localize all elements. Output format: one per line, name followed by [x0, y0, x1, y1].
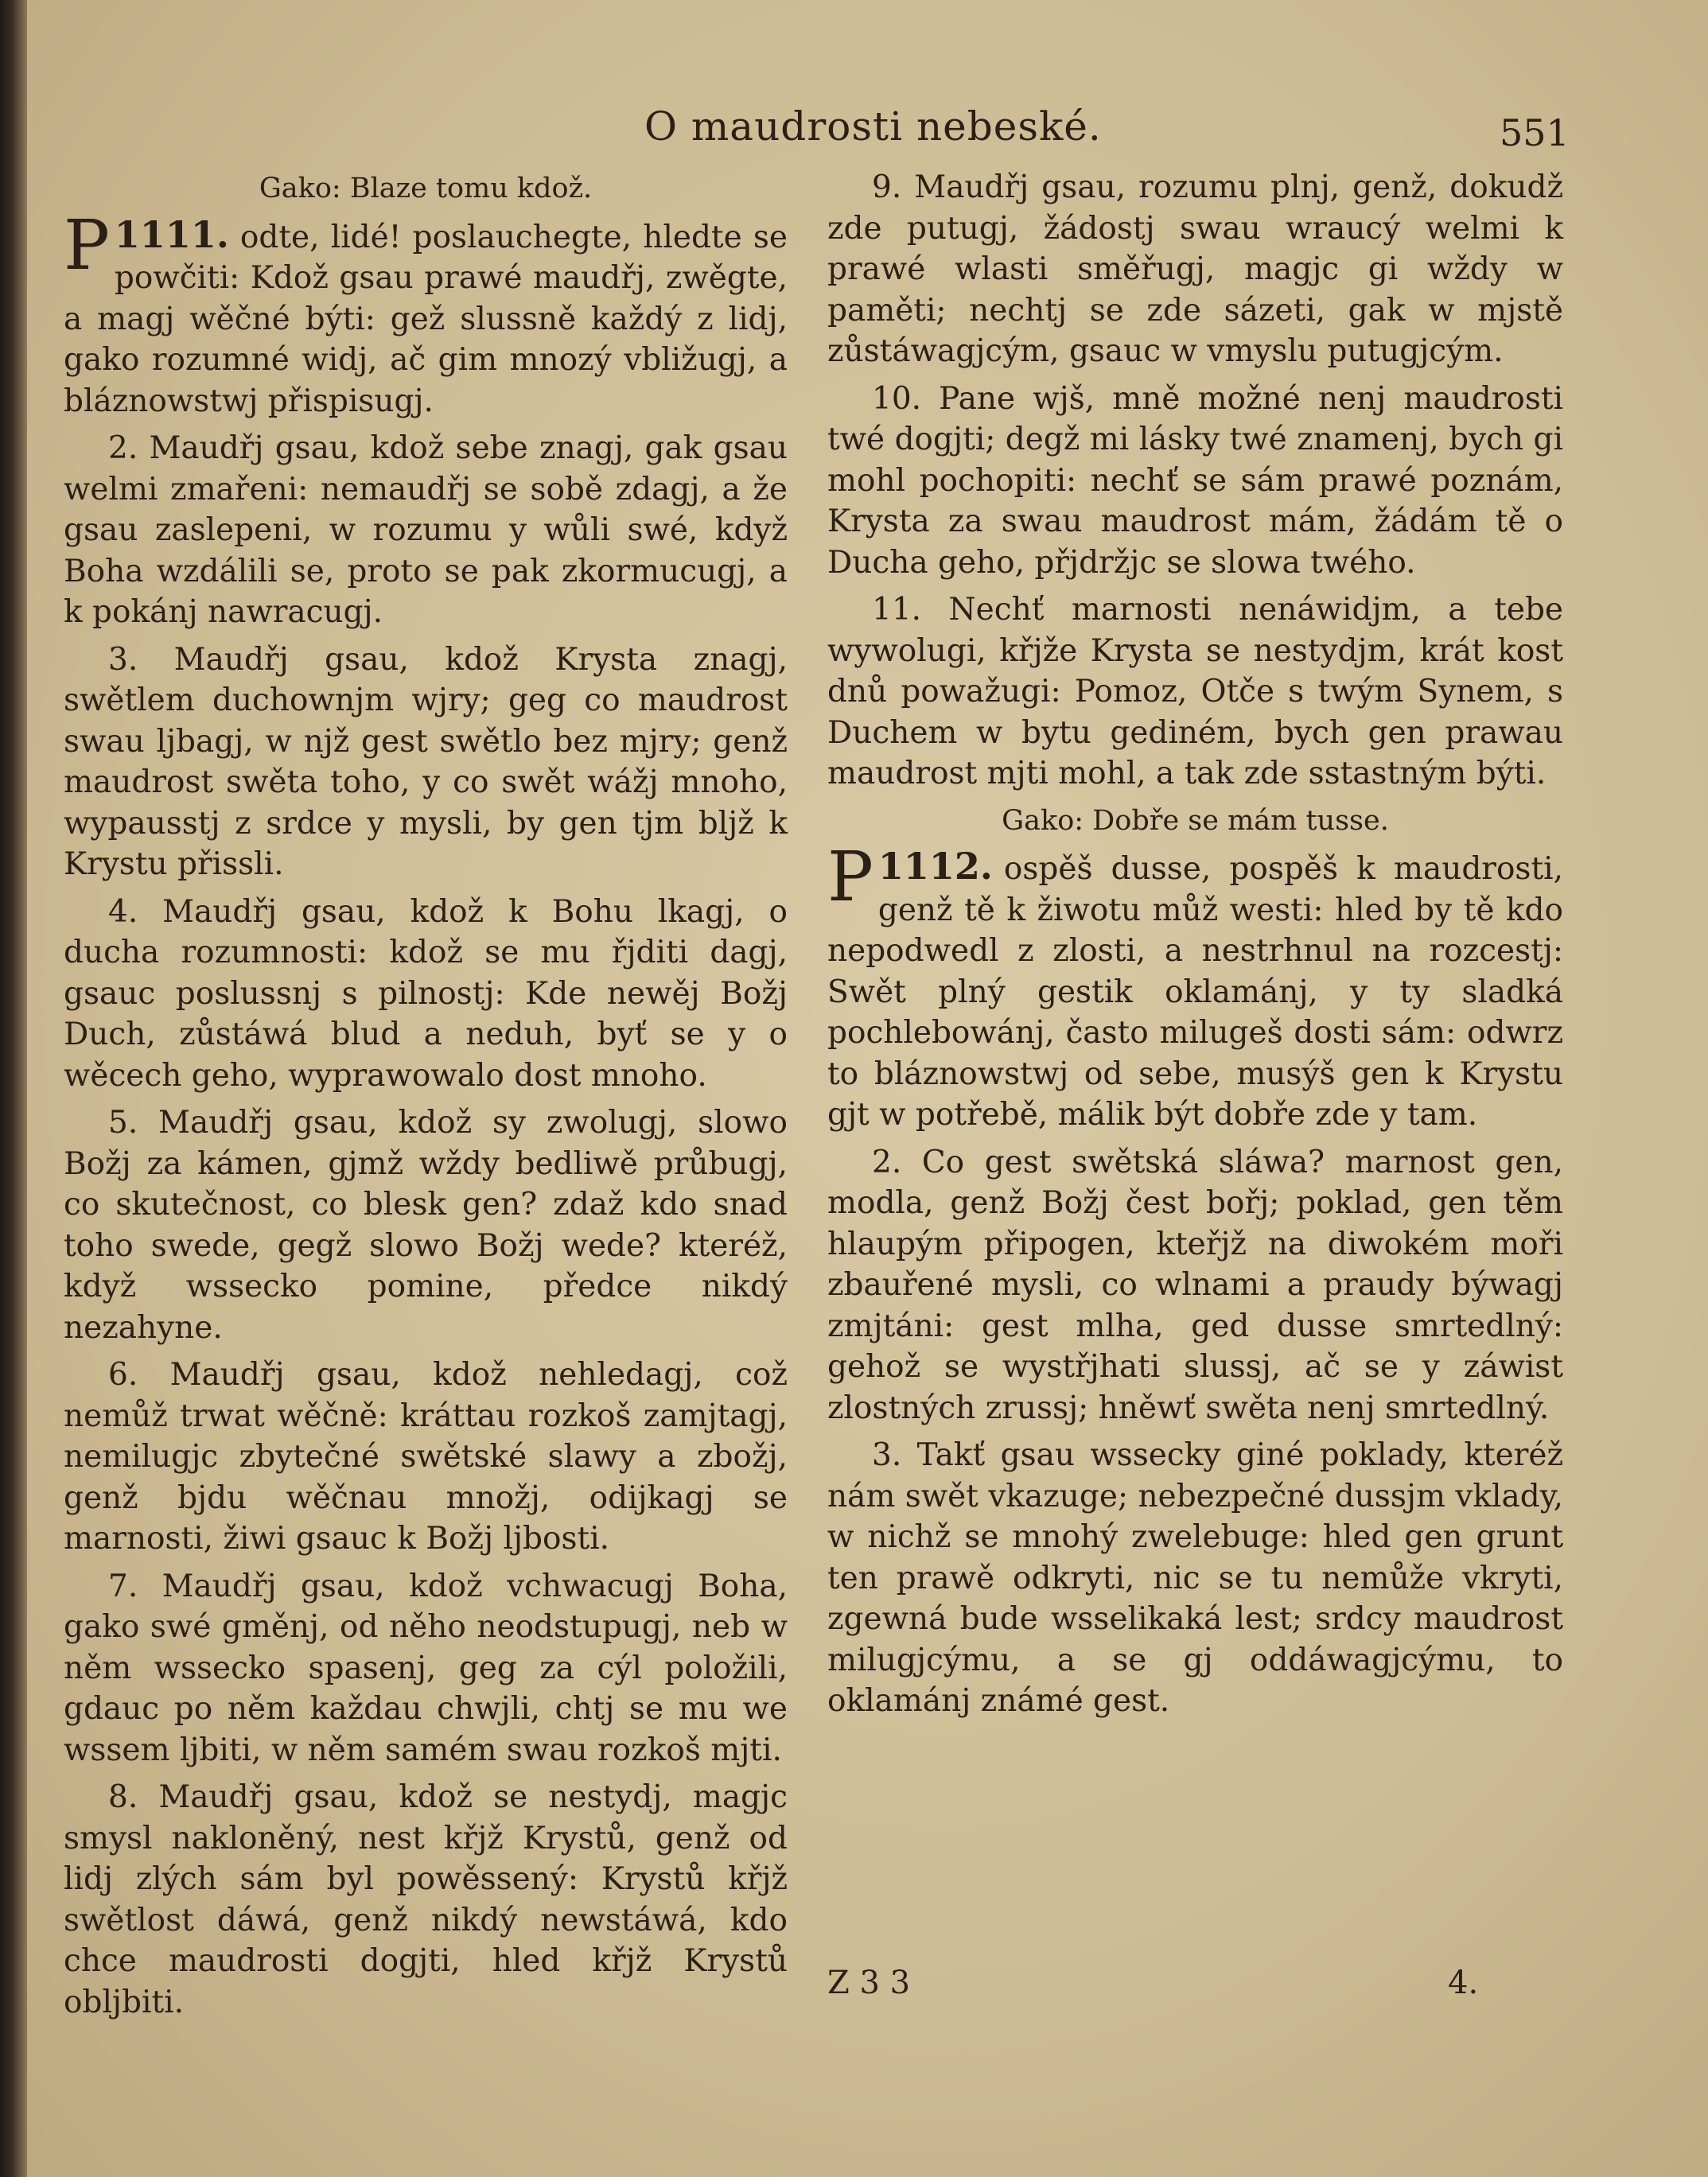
right-column — [827, 167, 1563, 1728]
stanza-text: ospěš dusse, pospěš k maudrosti, genž tě k žiwotu můž westi: hled by tě kdo nepodwedl z zlosti, a nestrhnul na rozcestj: Swět plný gestik oklamánj, y ty sladká pochlebowánj, často milugeš dosti sám: odwrz to bláznowstwj od sebe, musýš gen k Krystu gjt w potřebě, málik být dobře zde y tam. — [827, 851, 1563, 1133]
hymn-1111-stanza-10: 10. Pane wjš, mně možné nenj maudrosti twé dogjti; degž mi lásky twé znamenj, bych gi mohl pochopiti: nechť se sám prawé poznám, Krysta za swau maudrost mám, žádám tě o Ducha geho, přjdržjc se slowa twého. — [827, 380, 1563, 581]
page-footer — [0, 1965, 1708, 2012]
hymn-1111-stanza-7: 7. Maudřj gsau, kdož vchwacugj Boha, gako swé gměnj, od něho neodstupugj, neb w něm wssecko spasenj, geg za cýl položili, gdauc po něm každau chwjli, chtj se mu we wssem ljbiti, w něm samém swau rozkoš mjti. — [64, 1568, 788, 1768]
hymn-1111-stanza-3: 3. Maudřj gsau, kdož Krysta znagj, swětlem duchownjm wjry; geg co maudrost swau ljbagj, w njž gest swětlo bez mjry; genž maudrost swěta toho, y co swět wážj mnoho, wypausstj z srdce y mysli, by gen tjm bljž k Krystu přissli. — [64, 641, 788, 882]
drop-cap-letter: P — [64, 205, 110, 286]
running-header — [0, 103, 1708, 159]
melody-line-1112: Gako: Dobře se mám tusse. — [1002, 804, 1389, 837]
melody-line-1111: Gako: Blaze tomu kdož. — [259, 173, 593, 204]
hymn-1112-stanza-2: 2. Co gest swětská sláwa? marnost gen, modla, genž Božj čest bořj; poklad, gen těm hlaupým připogen, kteřjž na diwokém moři zbauřené mysli, co wlnami a praudy býwagj zmjtáni: gest mlha, ged dusse smrtedlný: gehož se wystřjhati slussj, ač se y záwist zlostných zrussj; hněwť swěta nenj smrtedlný. — [827, 1144, 1563, 1426]
hymn-1111-stanza-9: 9. Maudřj gsau, rozumu plnj, genž, dokudž zde putugj, žádostj swau wraucý welmi k prawé wlasti směřugj, magjc gi wždy w paměti; nechtj se zde sázeti, gak w mjstě zůstáwagjcým, gsauc w vmyslu putugjcým. — [827, 169, 1563, 369]
hymn-1112-stanza-1 — [827, 838, 1563, 1136]
hymn-1112-stanza-3: 3. Takť gsau wssecky giné poklady, kteréž nám swět vkazuge; nebezpečné dussjm vklady, w nichž se mnohý zwelebuge: hled gen grunt ten prawě odkryti, nic se tu nemůže vkryti, zgewná bude wsselikaká lest; srdcy maudrost milugjcýmu, a se gj oddáwagjcýmu, to oklamánj známé gest. — [827, 1437, 1563, 1719]
hymn-1111-stanza-2: 2. Maudřj gsau, kdož sebe znagj, gak gsau welmi zmařeni: nemaudřj se sobě zdagj, a že gsau zaslepeni, w rozumu y wůli swé, když Boha wzdálili se, proto se pak zkormucugj, a k pokánj nawracugj. — [64, 430, 788, 630]
catchword: 4. — [1448, 1965, 1479, 2001]
hymn-number-1111: 1111. — [114, 212, 229, 256]
signature-mark: Z 3 3 — [827, 1965, 911, 2001]
hymn-number-1112: 1112. — [877, 845, 993, 888]
hymn-1111-stanza-6: 6. Maudřj gsau, kdož nehledagj, což nemůž trwat wěčně: kráttau rozkoš zamjtagj, nemilugjc zbytečné swětské slawy a zbožj, genž bjdu wěčnau množj, odijkagj se marnosti, žiwi gsauc k Božj ljbosti. — [64, 1357, 788, 1557]
left-column — [64, 167, 788, 2029]
binding-gutter — [0, 0, 27, 2177]
drop-cap-letter: P — [827, 838, 873, 917]
hymn-1111-stanza-5: 5. Maudřj gsau, kdož sy zwolugj, slowo Božj za kámen, gjmž wždy bedliwě průbugj, co skutečnost, co blesk gen? zdaž kdo snad toho swede, gegž slowo Božj wede? kteréž, když wssecko pomine, předce nikdý nezahyne. — [64, 1105, 788, 1346]
hymn-1111-stanza-1 — [64, 205, 788, 422]
hymn-1111-stanza-8: 8. Maudřj gsau, kdož se nestydj, magjc smysl nakloněný, nest křjž Krystů, genž od lidj zlých sám byl powěssený: Krystů křjž swětlost dáwá, genž nikdý newstáwá, kdo chce maudrosti dogjti, hled křjž Krystů obljbiti. — [64, 1779, 788, 2020]
page-title: O maudrosti nebeské. — [644, 103, 1102, 150]
page-number: 551 — [1500, 111, 1570, 154]
hymn-1111-stanza-4: 4. Maudřj gsau, kdož k Bohu lkagj, o ducha rozumnosti: kdož se mu řjditi dagj, gsauc poslussnj s pilnostj: Kde newěj Božj Duch, zůstáwá blud a neduh, byť se y o wěcech geho, wyprawowalo dost mnoho. — [64, 893, 788, 1094]
stanza-text: odte, lidé! poslauchegte, hledte se powčiti: Kdož gsau prawé maudřj, zwěgte, a magj wěčné býti: gež slussně každý z lidj, gako rozumné widj, ač gim mnozý vbližugj, a bláznowstwj přispisugj. — [64, 219, 788, 419]
hymn-1111-stanza-11: 11. Nechť marnosti nenáwidjm, a tebe wywolugi, křjže Krysta se nestydjm, krát kost dnů powažugi: Pomoz, Otče s twým Synem, s Duchem w bytu gediném, bych gen prawau maudrost mjti mohl, a tak zde sstastným býti. — [827, 592, 1563, 791]
